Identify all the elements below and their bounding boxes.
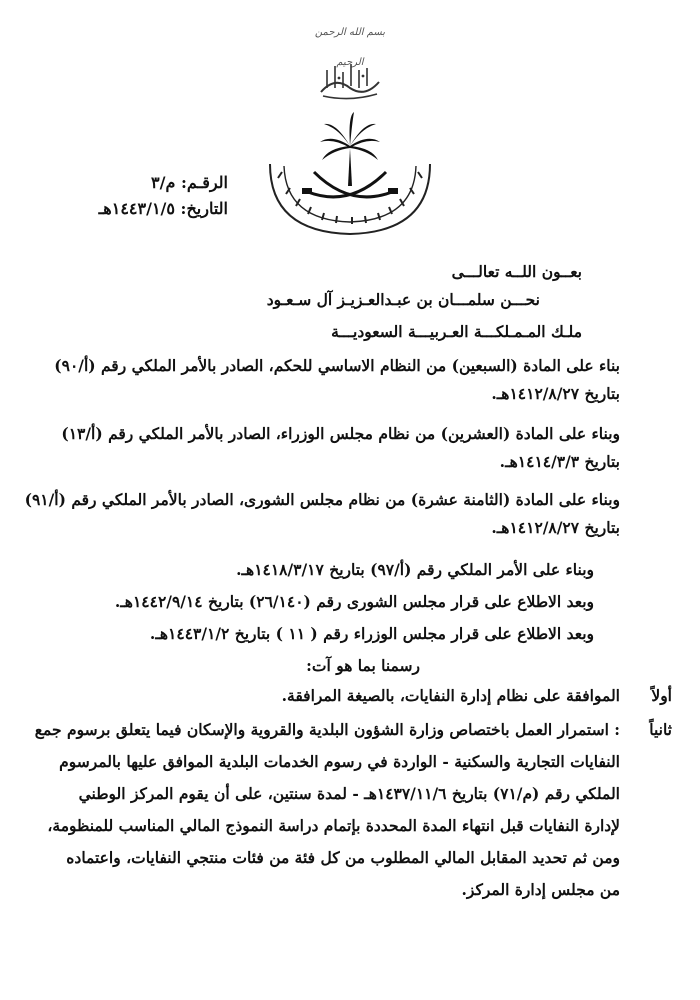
item-2-number: ثانياً bbox=[649, 720, 672, 739]
preamble-2-line-2: بتاريخ ١٤١٤/٣/٣هـ. bbox=[499, 452, 620, 471]
item-2-line-5: ومن ثم تحديد المقابل المالي المطلوب من كل فئة من فئات منتجي النفايات، واعتماده bbox=[66, 848, 620, 867]
preamble-1-line-2: بتاريخ ١٤١٢/٨/٢٧هـ. bbox=[491, 384, 620, 403]
statement-cabinet-decision: وبعد الاطلاع على قرار مجلس الوزراء رقم ( ١١ ) بتاريخ ١٤٤٣/١/٢هـ. bbox=[149, 624, 594, 643]
item-2-line-2: النفايات التجارية والسكنية - الواردة في رسوم الخدمات البلدية الموافق عليها بالمرسوم bbox=[59, 752, 620, 771]
preamble-3-line-1: وبناء على المادة (الثامنة عشرة) من نظام مجلس الشورى، الصادر بالأمر الملكي رقم (أ/٩١) bbox=[24, 490, 620, 509]
reference-date: التاريخ: ١٤٤٣/١/٥هـ bbox=[98, 199, 228, 218]
preamble-2-line-1: وبناء على المادة (العشرين) من نظام مجلس الوزراء، الصادر بالأمر الملكي رقم (أ/١٣) bbox=[61, 424, 620, 443]
opening-invocation: بعــون اللــه تعالـــى bbox=[451, 262, 582, 281]
item-2-line-4: لإدارة النفايات قبل انتهاء المدة المحددة بإتمام دراسة النموذج المالي المناسب للمنظومة، bbox=[47, 816, 620, 835]
item-2-line-3: الملكي رقم (م/٧١) بتاريخ ١٤٣٧/١١/٦هـ - لمدة سنتين، على أن يقوم المركز الوطني bbox=[78, 784, 620, 803]
statement-shura-decision: وبعد الاطلاع على قرار مجلس الشورى رقم (٢٦/١٤٠) بتاريخ ١٤٤٢/٩/١٤هـ. bbox=[114, 592, 594, 611]
reference-number: الرقـم: م/٣ bbox=[151, 173, 228, 192]
item-2-line-6: من مجلس إدارة المركز. bbox=[461, 880, 620, 899]
basmala-calligraphy: بسم الله الرحمن الرحيم bbox=[314, 27, 386, 68]
preamble-3-line-2: بتاريخ ١٤١٢/٨/٢٧هـ. bbox=[491, 518, 620, 537]
reference-block bbox=[99, 170, 228, 222]
item-2-line-1: : استمرار العمل باختصاص وزارة الشؤون البلدية والقروية والإسكان فيما يتعلق برسوم جمع bbox=[34, 720, 620, 739]
opening-king-name: نحـــن سلمـــان بن عبـدالعـزيـز آل سـعـود bbox=[266, 290, 540, 309]
item-1-number: أولاً bbox=[651, 686, 672, 705]
shahada-calligraphy-icon bbox=[315, 58, 385, 102]
item-1-line-1: الموافقة على نظام إدارة النفايات، بالصيغة المرافقة. bbox=[281, 686, 620, 705]
saudi-emblem-seal-icon bbox=[262, 108, 438, 240]
opening-king-title: ملـك المـمـلكـــة العـربيـــة السعوديـــة bbox=[331, 322, 582, 341]
preamble-1-line-1: بناء على المادة (السبعين) من النظام الاساسي للحكم، الصادر بالأمر الملكي رقم (أ/٩٠) bbox=[54, 356, 620, 375]
statement-decreed: رسمنا بما هو آت: bbox=[306, 656, 420, 675]
statement-royal-order: وبناء على الأمر الملكي رقم (أ/٩٧) بتاريخ ١٤١٨/٣/١٧هـ. bbox=[236, 560, 594, 579]
